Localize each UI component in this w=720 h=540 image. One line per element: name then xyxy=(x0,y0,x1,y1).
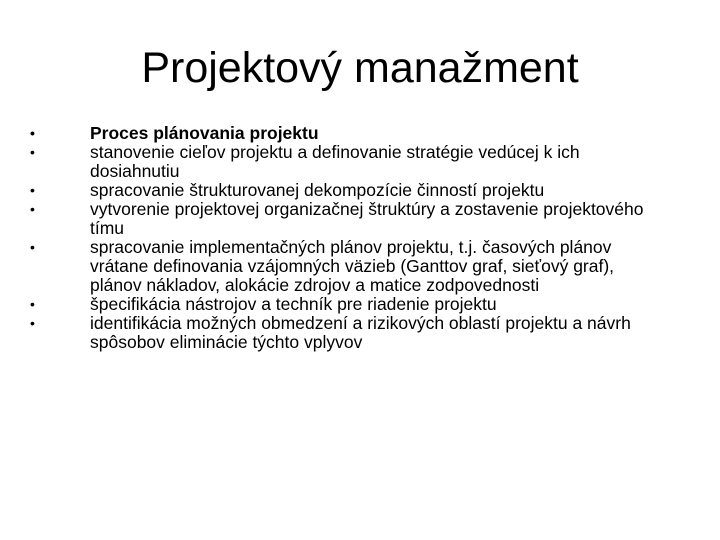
bullet-dot-icon: • xyxy=(30,201,35,217)
bullet-text: identifikácia možných obmedzení a rizikových oblastí projektu a návrh spôsobov eliminácie týchto vplyvov xyxy=(90,313,631,352)
bullet-dot-icon: • xyxy=(30,144,35,160)
bullet-dot-icon: • xyxy=(30,296,35,312)
bullet-text: spracovanie implementačných plánov projektu, t.j. časových plánov vrátane definovania vzájomných väzieb (Ganttov graf, sieťový graf), plánov nákladov, alokácie zdrojov a matice zodpovednosti xyxy=(90,237,615,295)
bullet-list xyxy=(0,124,720,352)
bullet-text: vytvorenie projektovej organizačnej štruktúry a zostavenie projektového tímu xyxy=(90,199,644,238)
bullet-dot-icon: • xyxy=(30,125,35,141)
slide-title: Projektový manažment xyxy=(141,44,579,92)
bullet-dot-icon: • xyxy=(30,182,35,198)
bullet-text: spracovanie štrukturovanej dekompozície činností projektu xyxy=(90,180,545,200)
bullet-text: špecifikácia nástrojov a techník pre riadenie projektu xyxy=(90,294,497,314)
bullet-dot-icon: • xyxy=(30,239,35,255)
bullet-item xyxy=(0,295,720,314)
bullet-item xyxy=(0,124,720,143)
bullet-item xyxy=(0,143,720,181)
bullet-dot-icon: • xyxy=(30,315,35,331)
bullet-text: Proces plánovania projektu xyxy=(90,123,319,143)
bullet-text: stanovenie cieľov projektu a definovanie stratégie vedúcej k ich dosiahnutiu xyxy=(90,142,580,181)
bullet-item xyxy=(0,200,720,238)
bullet-item xyxy=(0,314,720,352)
bullet-item xyxy=(0,181,720,200)
bullet-item xyxy=(0,238,720,295)
